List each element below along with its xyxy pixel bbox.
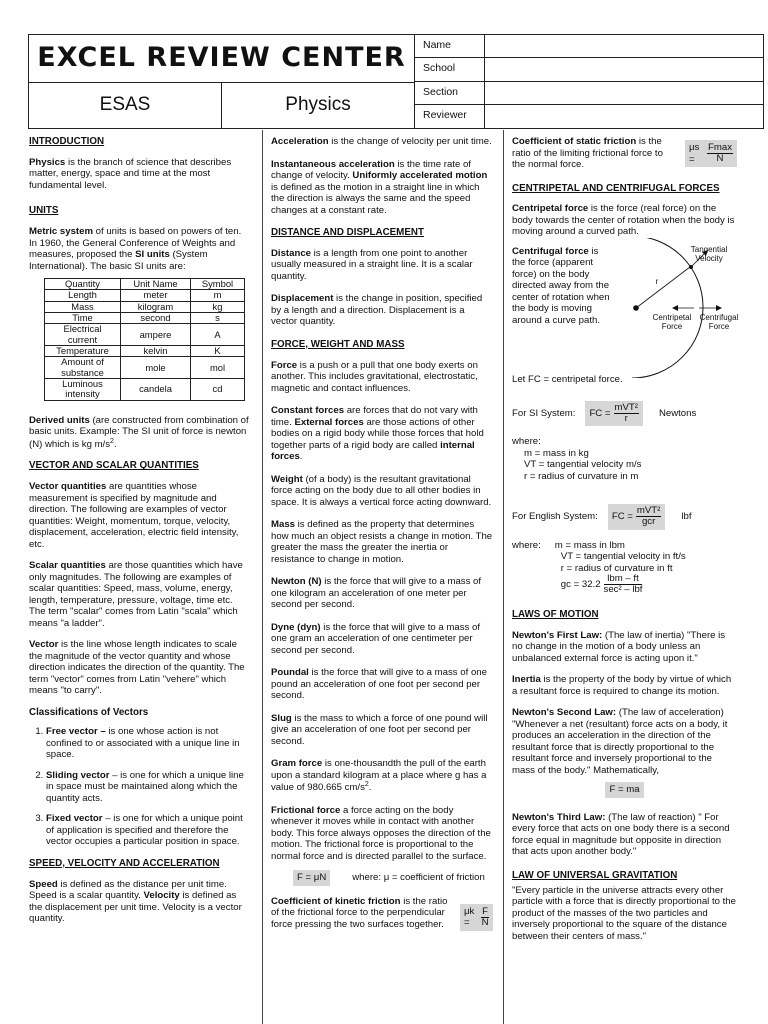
si-where-block: where: m = mass in kg VT = tangential velocity m/s r = radius of curvature in m xyxy=(512,436,642,482)
static-friction-equation: μs = $\frac{Fmax}{N}$ xyxy=(685,140,737,167)
static-friction-paragraph: Coefficient of static friction is the ratio of the limiting frictional force to the normal force. xyxy=(512,136,663,170)
si-equation: FC = $\frac{\text{mVT²}}{r}$ xyxy=(585,401,643,426)
topic-label: Physics xyxy=(222,83,415,128)
poundal-paragraph: Poundal is the force that will give to a mass of one pound an acceleration of one foot per second per second. xyxy=(271,667,487,701)
table-cell: A xyxy=(191,324,245,346)
mass-paragraph: Mass is defined as the property that determines how much an object resists a change in motion. The greater the mass the greater the inertia or resistance to change in motion. xyxy=(271,519,493,565)
speed-paragraph: Speed is defined as the distance per unit time. Speed is a scalar quantity. Velocity is defined as the displacement per unit time. Velocity is a vector quantity. xyxy=(29,878,242,925)
table-cell: Mass xyxy=(45,301,121,312)
newton-paragraph: Newton (N) is the force that will give to a mass of one kilogram an acceleration of one meter per second per second. xyxy=(271,576,482,610)
radius-line xyxy=(636,267,690,308)
acceleration-paragraph: Acceleration is the change of velocity per unit time. xyxy=(271,136,492,147)
table-cell: mole xyxy=(121,357,191,379)
reviewer-field[interactable] xyxy=(485,105,763,128)
intro-paragraph: Physics is the branch of science that describes matter, energy, space and time at the most fundamental level. xyxy=(29,156,232,191)
third-law-paragraph: Newton's Third Law: (The law of reaction) " For every force that acts on one body there is a second force equal in magnitude but opposite in direction that acts upon another body." xyxy=(512,811,730,858)
school-field-label: School xyxy=(415,58,485,81)
scalar-quantities-paragraph: Scalar quantities are those quantities which have only magnitudes. The following are examples of scalar quantities: Speed, mass, volume, energy, length, temperature, pressure, voltage, time etc. The term "scalar" comes from Latin "scala" which means "a ladder". xyxy=(29,560,243,629)
school-field[interactable] xyxy=(485,58,763,81)
column-3 xyxy=(512,136,737,948)
tangential-velocity-label: Tangential Velocity xyxy=(690,244,728,263)
list-item: 3. Fixed vector – is one for which a unique point of application is specified and therefore the vector occupies a particular position in space. xyxy=(46,813,251,848)
table-cell: K xyxy=(191,346,245,357)
displacement-paragraph: Displacement is the change in position, specified by a length and a direction. Displacement is a vector quantity. xyxy=(271,293,483,328)
table-cell: cd xyxy=(191,379,245,401)
table-cell: candela xyxy=(121,379,191,401)
table-cell: m xyxy=(191,290,245,301)
si-units-table xyxy=(44,278,245,401)
table-row xyxy=(45,357,245,379)
static-friction-block xyxy=(512,136,737,171)
column-divider xyxy=(262,130,263,1024)
radius-label: r xyxy=(655,276,659,286)
english-formula: For English System: FC = $\frac{\text{mVT²}}{\text{gcr}}$ lbf xyxy=(512,504,737,529)
centripetal-heading: CENTRIPETAL AND CENTRIFUGAL FORCES xyxy=(512,182,720,194)
vector-quantities-paragraph: Vector quantities are quantities whose measurement is specified by magnitude and direction. The following are examples of vector quantities: Weight, momentum, torque, velocity, displacement, acceleration, electric field intensity, etc. xyxy=(29,481,239,550)
let-fc-text: Let FC = centripetal force. xyxy=(512,373,623,385)
section-field[interactable] xyxy=(485,82,763,105)
gc-equation: gc = 32.2 $\frac{\text{lbm – ft}}{\text{sec² – lbf}}$ xyxy=(560,573,643,596)
second-law-formula: F = ma xyxy=(512,782,737,798)
header-box xyxy=(28,34,764,129)
classifications-heading: Classifications of Vectors xyxy=(29,706,149,718)
table-cell: Time xyxy=(45,313,121,324)
gram-force-paragraph: Gram force is one-thousandth the pull of the earth upon a standard kilogram at a place where g has a value of 980.665 $cm/s^2$. xyxy=(271,758,487,794)
constant-forces-paragraph: Constant forces are forces that do not vary with time. External forces are those actions of other bodies on a rigid body while those forces that hold together parts of a rigid body are called internal forces. xyxy=(271,405,484,462)
table-row xyxy=(45,324,245,346)
table-cell: meter xyxy=(121,290,191,301)
table-cell: kg xyxy=(191,301,245,312)
table-row xyxy=(45,313,245,324)
table-cell: s xyxy=(191,313,245,324)
force-heading: FORCE, WEIGHT AND MASS xyxy=(271,338,405,350)
table-cell: ampere xyxy=(121,324,191,346)
laws-of-motion-heading: LAWS OF MOTION xyxy=(512,609,599,621)
table-cell: Temperature xyxy=(45,346,121,357)
vector-scalar-heading: VECTOR AND SCALAR QUANTITIES xyxy=(29,460,199,472)
section-field-label: Section xyxy=(415,82,485,105)
table-cell: Luminous intensity xyxy=(45,379,121,401)
table-header-row xyxy=(45,279,245,290)
table-cell: kilogram xyxy=(121,301,191,312)
english-equation: FC = $\frac{\text{mVT²}}{\text{gcr}}$ xyxy=(608,504,666,529)
gravitation-paragraph: "Every particle in the universe attracts every other particle with a force that is directly proportional to the product of the masses of the two particles and inversely proportional to the square of the distance between their centers of mass." xyxy=(512,884,736,942)
speed-heading: SPEED, VELOCITY AND ACCELERATION xyxy=(29,857,220,869)
table-row xyxy=(45,346,245,357)
centrifugal-force-label: Centrifugal Force xyxy=(699,312,739,331)
second-law-paragraph: Newton's Second Law: (The law of acceleration) "Whenever a net (resultant) force acts on a body, it produces an acceleration in the direction of the resultant force that is directly proportional to the resultant force and inversely proportional to the mass of the body." Mathematically, xyxy=(512,707,728,776)
first-law-paragraph: Newton's First Law: (The law of inertia) "There is no change in the motion of a body unless an unbalanced external force is acting upon it." xyxy=(512,629,726,664)
units-paragraph: Metric system of units is based on powers of ten. In 1960, the General Conference of Weights and measures, proposed the SI units (System International). The basic SI units are: xyxy=(29,226,242,272)
table-cell: kelvin xyxy=(121,346,191,357)
distance-paragraph: Distance is a length from one point to another usually measured in a straight line. It is a scalar quantity. xyxy=(271,247,473,282)
centrifugal-figure-block xyxy=(512,246,737,374)
table-cell: Amount of substance xyxy=(45,357,121,379)
column-2 xyxy=(271,136,493,936)
units-heading: UNITS xyxy=(29,205,59,217)
dyne-paragraph: Dyne (dyn) is the force that will give to a mass of one gram an acceleration of one centimeter per second per second. xyxy=(271,621,481,656)
kinetic-friction-equation: μk = $\frac{F}{N}$ xyxy=(460,904,493,931)
english-where-block: where: m = mass in lbm VT = tangential velocity in ft/s r = radius of curvature in ft gc = 32.2 $\frac{\text{lbm – ft}}{\text{sec² – lbf}}$ xyxy=(512,539,686,596)
table-row xyxy=(45,379,245,401)
intro-heading: INTRODUCTION xyxy=(29,136,105,147)
table-header-cell: Unit Name xyxy=(121,279,191,290)
brand-title: EXCEL REVIEW CENTER xyxy=(29,35,415,83)
table-row xyxy=(45,290,245,301)
friction-formula xyxy=(271,870,493,886)
force-paragraph: Force is a push or a pull that one body exerts on another. This includes gravitational, electrostatic, magnetic and contact influences. xyxy=(271,359,478,394)
subject-label: ESAS xyxy=(29,83,222,128)
friction-where: where: μ = coefficient of friction xyxy=(352,872,485,884)
column-1 xyxy=(29,136,251,931)
table-cell: second xyxy=(121,313,191,324)
table-cell: Length xyxy=(45,290,121,301)
name-field[interactable] xyxy=(485,35,763,58)
centripetal-force-label: Centripetal Force xyxy=(652,312,692,331)
table-header-cell: Symbol xyxy=(191,279,245,290)
centrifugal-paragraph: Centrifugal force is the force (apparent force) on the body directed away from the center of rotation when the body is moving around a curve path. xyxy=(512,245,610,326)
table-cell: mol xyxy=(191,357,245,379)
table-cell: Electrical current xyxy=(45,324,121,346)
vector-classification-list xyxy=(29,726,251,848)
list-item: 2. Sliding vector – is one for which a unique line in space must be maintained along which the quantity acts. xyxy=(46,770,251,805)
frictional-force-paragraph: Frictional force a force acting on the body whenever it moves while in contact with another body. This force always opposes the direction of the motion. The frictional force is proportional to the normal force and is directed parallel to the surface. xyxy=(271,804,491,862)
vector-paragraph: Vector is the line whose length indicates to scale the magnitude of the vector quantity and whose direction indicates the direction of the quantity. The term "vector" comes from Latin "vehere" which means "to carry". xyxy=(29,639,245,697)
list-item: 1. Free vector – is one whose action is not confined to or associated with a unique line in space. xyxy=(46,726,251,761)
derived-units-paragraph: Derived units (are constructed from combination of basic units. Example: The SI unit of force is newton (N) which is kg $m/s^2$. xyxy=(29,414,249,450)
table-row xyxy=(45,301,245,312)
column-divider xyxy=(503,130,504,1024)
gravitation-heading: LAW OF UNIVERSAL GRAVITATION xyxy=(512,869,678,881)
name-field-label: Name xyxy=(415,35,485,58)
weight-paragraph: Weight (of a body) is the resultant gravitational force acting on the body due to all other bodies in space. It is always a vertical force acting downward. xyxy=(271,473,492,508)
si-formula: For SI System: FC = $\frac{\text{mVT²}}{r}$ Newtons xyxy=(512,401,737,426)
table-header-cell: Quantity xyxy=(45,279,121,290)
kinetic-friction-block xyxy=(271,896,493,931)
slug-paragraph: Slug is the mass to which a force of one pound will give an acceleration of one foot per second per second. xyxy=(271,712,488,747)
instantaneous-acceleration-paragraph: Instantaneous acceleration is the time rate of change of velocity. Uniformly accelerated motion is defined as the motion in a straight line in which the direction is always the same and the speed changes at a constant rate. xyxy=(271,158,488,216)
inertia-paragraph: Inertia is the property of the body by virtue of which a resultant force is required to change its motion. xyxy=(512,674,732,697)
friction-equation: F = μN xyxy=(293,870,330,886)
kinetic-friction-paragraph: Coefficient of kinetic friction is the ratio of the frictional force to the perpendicular force pressing the two surfaces together. xyxy=(271,895,448,930)
centripetal-paragraph: Centripetal force is the force (real force) on the body towards the center of rotation when the body is moving around a curved path. xyxy=(512,203,735,238)
reviewer-field-label: Reviewer xyxy=(415,105,485,128)
distance-heading: DISTANCE AND DISPLACEMENT xyxy=(271,227,424,238)
